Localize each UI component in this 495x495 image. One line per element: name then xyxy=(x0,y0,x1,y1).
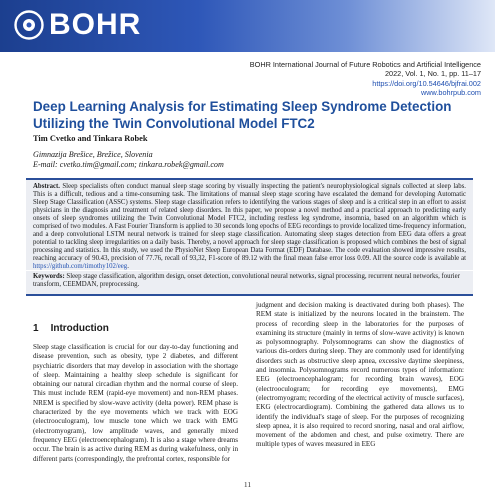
volume-line: 2022, Vol. 1, No. 1, pp. 11–17 xyxy=(384,69,481,79)
doi-link[interactable]: https://doi.org/10.54646/bjfrai.002 xyxy=(372,78,481,88)
introduction-left-column: Sleep stage classification is crucial for our day-to-day functioning and disease prevention, such as obesity, type 2 diabetes, and different psychiatric disorders that may develop in association with the shortage of sleep. Maintaining a healthy sleep schedule is significant for obtaining our natural circadian rhythm and the normal course of sleep. This must include REM (rapid-eye movement) and non-REM phases. NREM is specified by slow-wave activity (delta power). REM phase is characterized by the eye movements which we track with EOG (electrooculogram), low muscle tone which we track with EMG (electromyogram), low amplitude waves, and generally mixed frequency EEG (electroencephalogram). It is also a stage where dreams occur. The brain is as active during REM as during wakefulness, only in different parts (correspondingly, the prefrontal cortex, responsible for xyxy=(33,343,238,463)
bohr-logo xyxy=(14,8,141,42)
journal-name: BOHR International Journal of Future Robotics and Artificial Intelligence xyxy=(249,60,481,69)
website-link[interactable]: www.bohrpub.com xyxy=(420,87,481,97)
journal-header-band xyxy=(0,0,495,52)
keywords-box xyxy=(26,271,473,296)
abstract-box xyxy=(26,178,473,270)
author-emails: E-mail: cvetko.tim@gmail.com; tinkara.robek@gmail.com xyxy=(33,160,224,169)
affiliation: Gimnazija Brešice, Brežice, Slovenia xyxy=(33,150,153,159)
page-number: 11 xyxy=(243,480,252,489)
keywords-label: Keywords: xyxy=(33,273,65,280)
article-title: Deep Learning Analysis for Estimating Sleep Syndrome Detection Utilizing the Twin Convolutional Model FTC2 xyxy=(33,99,452,131)
keywords-body: Sleep stage classification, algorithm design, onset detection, convolutional neural networks, signal processing, recurrent neural networks, fourier transform, CEEMDAN, preprocessing. xyxy=(33,273,460,289)
abstract-end: . xyxy=(127,263,129,271)
journal-meta xyxy=(250,60,481,97)
section-heading-introduction xyxy=(33,323,109,334)
source-code-link[interactable]: https://github.com/timothy102/eeg xyxy=(33,263,128,271)
bohr-logo-icon xyxy=(14,10,44,40)
abstract-label: Abstract. xyxy=(33,183,60,190)
author-affiliation-block xyxy=(33,150,224,170)
logo-text: BOHR xyxy=(49,8,142,41)
abstract-body: Sleep specialists often conduct manual sleep stage scoring by visually inspecting the patient's neurophysiological signals collected at sleep labs. This is a difficult, tedious and a time-consuming task. The limitations of manual sleep stage scoring have escalated the demand for developing Automatic Sleep Stage Classification (ASSC) systems. Sleep stage classification refers to identifying the various stages of sleep and is a critical step in an effort to assist physicians in the diagnosis and treatment of related sleep disorders. In this paper, we propose a novel method and a practical approach to predicting early onsets of sleep syndromes utilizing the Twin Convolutional Model FTC2, including restless leg syndrome, insomnia, based on an algorithm which is comprised of two modules. A Fast Fourier Transform is applied to 30 seconds long epochs of EEG recordings to provide localized time-frequency information, and a deep convolutional LSTM neural network is trained for sleep stage classification. Automating sleep stages detection from EEG data offers a great potential to tackling sleep irregularities on a daily basis. Thereby, a novel approach for sleep stage classification is proposed which combines the best of signal processing and statistics. In this study, we used the PhysioNet Sleep European Data Format (EDF) Database. The code evaluation showed impressive results, reaching accuracy of 90.43, precision of 77.76, recall of 93,32, F1-score of 89.12 with the final mean false error loss 0.09. All the source code is available at xyxy=(33,183,466,263)
section-number: 1 xyxy=(33,323,39,334)
introduction-right-column: judgment and decision making is deactivated during both phases). The REM state is initialized by the neurons located in the brainstem. The process of recording sleep in the laboratories for the purposes of examining its structure (mainly in terms of slow-wave activity) is known as polysomnography. Polysomnograms can show the diagnostics of various dis-orders during sleep. They are commonly used for identifying disorders such as obstructive sleep apnea, excessive daytime sleepiness, and insomnia. Polysomnograms record numerous types of information: EEG (electroencephalogram; for recording brain waves), EOG (electrooculogram; for recording eye movements), EMG (electromyogram; recording of the electrical activity of muscle surfaces), EKG (electrocardiogram). Combining the gathered data allows us to identify the individual's stage of sleep. For the purposes of recognizing sleep apnea, it is also required to record snoring, nasal and oral airflow, movement of the abdomen and chest, and pulse oximetry. There are multiple types of waves measured in EEG xyxy=(256,301,464,449)
section-title: Introduction xyxy=(50,323,109,334)
article-authors: Tim Cvetko and Tinkara Robek xyxy=(33,134,148,143)
